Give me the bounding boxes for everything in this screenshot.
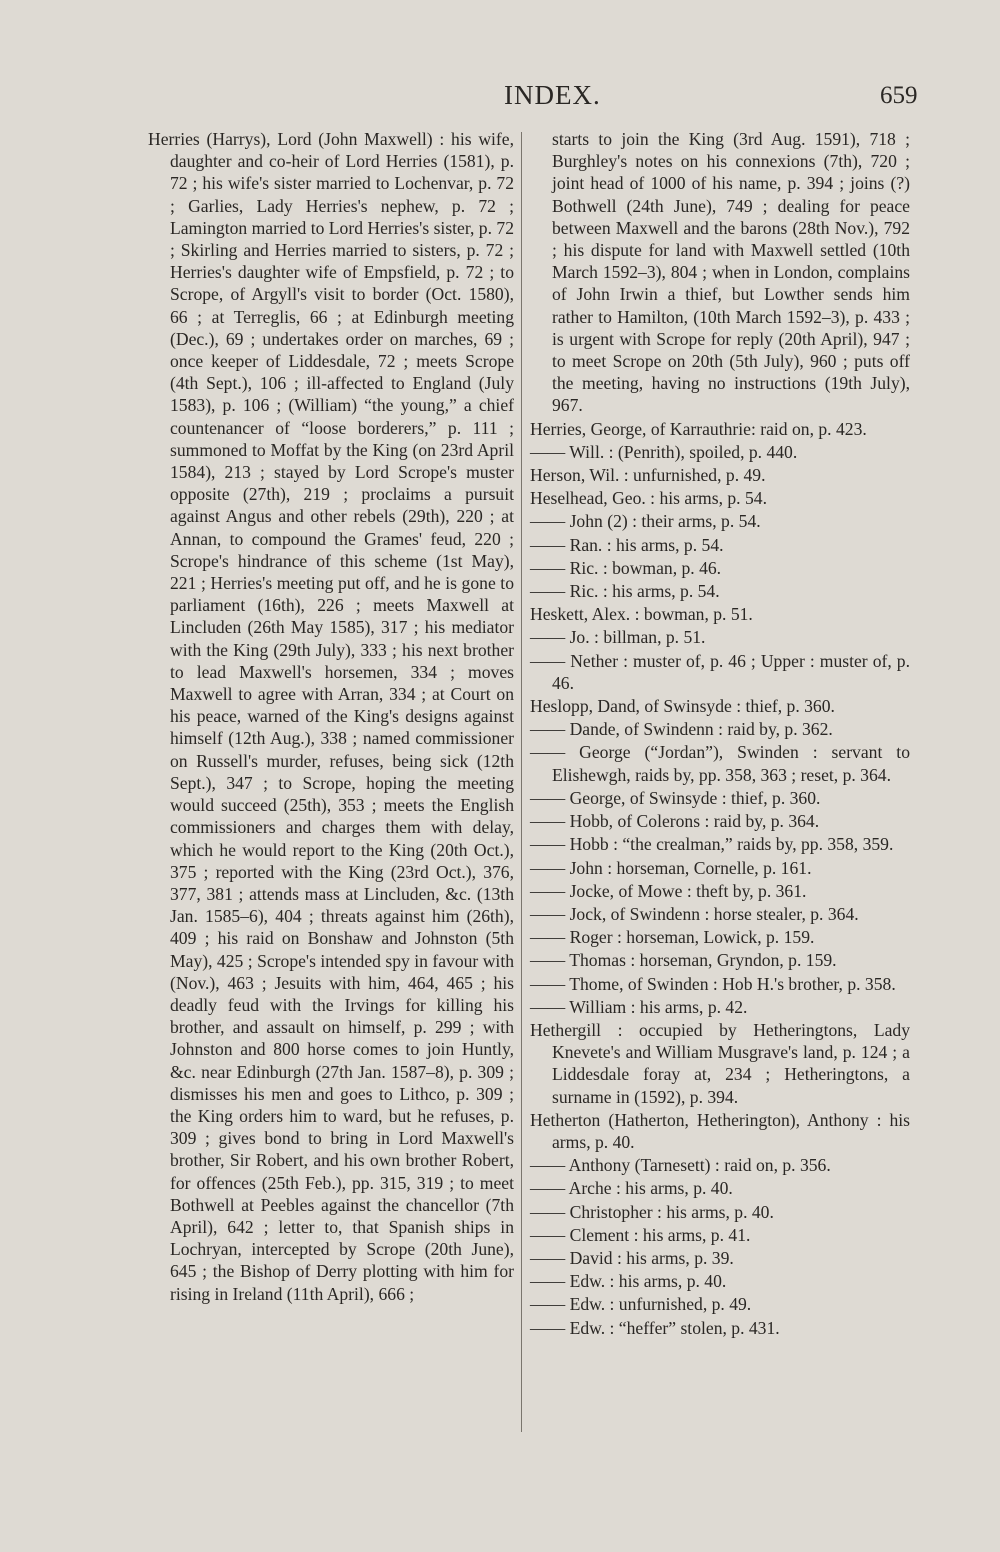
index-entry: —— Nether : muster of, p. 46 ; Upper : muster of, p. 46. [530,650,910,693]
index-entry: —— Dande, of Swindenn : raid by, p. 362. [530,719,833,740]
index-entry: —— Ric. : his arms, p. 54. [530,581,720,602]
index-entry: —— George (“Jordan”), Swinden : servant to Elishewgh, raids by, pp. 358, 363 ; reset, p. 364. [530,742,910,785]
running-head [0,80,1000,120]
index-entry: Herries (Harrys), Lord (John Maxwell) : his wife, daughter and co-heir of Lord Herries (1581), p. 72 ; his wife's sister married to Lochenvar, p. 72 ; Garlies, Lady Herries's nephew, p. 72 ; Lamington married to Lord Herries's sister, p. 72 ; Skirling and Herries married to sisters, p. 72 ; Herries's daughter wife of Empsfield, p. 72 ; to Scrope, of Argyll's visit to border (Oct. 1580), 66 ; at Terreglis, 66 ; at Edinburgh meeting (Dec.), 69 ; undertakes order on marches, 69 ; once keeper of Liddesdale, 72 ; meets Scrope (4th Sept.), 106 ; ill-affected to England (July 1583), p. 106 ; (William) “the young,” a chief countenancer of “loose borderers,” p. 111 ; summoned to Moffat by the King (on 23rd April 1584), 213 ; stayed by Lord Scrope's muster opposite (27th), 219 ; proclaims a pursuit against Angus and other rebels (29th), 220 ; at Annan, to compound the Grames' feud, 220 ; Scrope's hindrance of this scheme (1st May), 221 ; Herries's meeting put off, and he is gone to parliament (16th), 226 ; meets Maxwell at Lincluden (26th May 1585), 317 ; his mediator with the King (29th July), 333 ; his next brother to lead Maxwell's horsemen, 334 ; moves Maxwell to agree with Arran, 334 ; at Court on his peace, warned of the King's designs against himself (12th Aug.), 338 ; named commissioner on Russell's murder, refuses, being sick (12th Sept.), 347 ; to Scrope, hoping the meeting would succeed (25th), 353 ; meets the English commissioners and charges them with delay, which he would report to the King (20th Oct.), 375 ; reported with the King (23rd Oct.), 376, 377, 381 ; attends mass at Lincluden, &c. (13th Jan. 1585–6), 404 ; threats against him (26th), 409 ; his raid on Bonshaw and Johnston (5th May), 425 ; Scrope's intended spy in favour with (Nov.), 463 ; Jesuits with him, 464, 465 ; his deadly feud with the Irvings for killing his brother, and assault on himself, p. 299 ; with Johnston and 800 horse comes to join Huntly, &c. near Edinburgh (27th Jan. 1587–8), p. 309 ; dismisses his men and goes to Lithco, p. 309 ; the King orders him to ward, but he refuses, p. 309 ; gives bond to bring in Lord Maxwell's brother, Sir Robert, and his own brother Robert, for offences (25th Feb.), pp. 315, 319 ; to meet Bothwell at Peebles against the chancellor (7th April), 642 ; letter to, that Spanish ships in Lochryan, intercepted by Scrope (20th June), 645 ; the Bishop of Derry plotting with him for rising in Ireland (11th April), 666 ; [148,129,514,1304]
index-entry: —— Arche : his arms, p. 40. [530,1178,733,1199]
index-entry: —— Hobb, of Colerons : raid by, p. 364. [530,811,820,832]
index-entry: —— Clement : his arms, p. 41. [530,1224,751,1245]
right-column [530,128,910,1340]
index-entry: Herson, Wil. : unfurnished, p. 49. [530,465,766,486]
index-entry: —— Edw. : “heffer” stolen, p. 431. [530,1317,780,1338]
index-entry: Hetherton (Hatherton, Hetherington), Anthony : his arms, p. 40. [530,1109,910,1152]
index-entry: —— John (2) : their arms, p. 54. [530,511,761,532]
page-title: INDEX. [504,80,601,110]
index-entry: —— Roger : horseman, Lowick, p. 159. [530,927,815,948]
index-entry: —— David : his arms, p. 39. [530,1247,734,1268]
index-entry-continuation: starts to join the King (3rd Aug. 1591), 718 ; Burghley's notes on his connexions (7th), 720 ; joint head of 1000 of his name, p. 394 ; joins (?) Bothwell (24th June), 749 ; dealing for peace between Maxwell and the barons (28th Nov.), 792 ; his dispute for land with Maxwell settled (10th March 1592–3), 804 ; when in London, complains of John Irwin a thief, but Lowther sends him rather to Hamilton, (10th March 1592–3), p. 433 ; is urgent with Scrope for reply (20th April), 947 ; to meet Scrope on 20th (5th July), 960 ; puts off the meeting, having no instructions (19th July), 967. [552,129,910,416]
index-entry: Heselhead, Geo. : his arms, p. 54. [530,488,767,509]
index-entry: —— Ran. : his arms, p. 54. [530,534,724,555]
index-entry: —— Jock, of Swindenn : horse stealer, p. 364. [530,903,859,924]
index-entry: Hethergill : occupied by Hetheringtons, Lady Knevete's and William Musgrave's land, p. 124 ; a Liddesdale foray at, 234 ; Hetheringtons, a surname in (1592), p. 394. [530,1019,910,1107]
index-entry: —— Hobb : “the crealman,” raids by, pp. 358, 359. [530,834,894,855]
index-entry: —— Ric. : bowman, p. 46. [530,557,722,578]
index-entry: —— Edw. : unfurnished, p. 49. [530,1294,752,1315]
index-entry: —— Jo. : billman, p. 51. [530,627,706,648]
index-entry: —— Thome, of Swinden : Hob H.'s brother, p. 358. [530,973,896,994]
left-column [148,128,514,1306]
index-entry: —— Thomas : horseman, Gryndon, p. 159. [530,950,837,971]
index-entry: —— George, of Swinsyde : thief, p. 360. [530,787,821,808]
column-divider [521,132,522,1432]
index-entry: —— Christopher : his arms, p. 40. [530,1201,774,1222]
index-entry: Herries, George, of Karrauthrie: raid on, p. 423. [530,418,867,439]
index-entry: —— William : his arms, p. 42. [530,996,748,1017]
index-entry: —— John : horseman, Cornelle, p. 161. [530,857,812,878]
index-entry: —— Anthony (Tarnesett) : raid on, p. 356. [530,1155,831,1176]
page-number: 659 [880,82,918,109]
index-entry: —— Edw. : his arms, p. 40. [530,1271,727,1292]
index-entry: —— Will. : (Penrith), spoiled, p. 440. [530,441,798,462]
index-entry: —— Jocke, of Mowe : theft by, p. 361. [530,880,807,901]
index-entry: Heslopp, Dand, of Swinsyde : thief, p. 360. [530,696,835,717]
index-entry: Heskett, Alex. : bowman, p. 51. [530,604,753,625]
